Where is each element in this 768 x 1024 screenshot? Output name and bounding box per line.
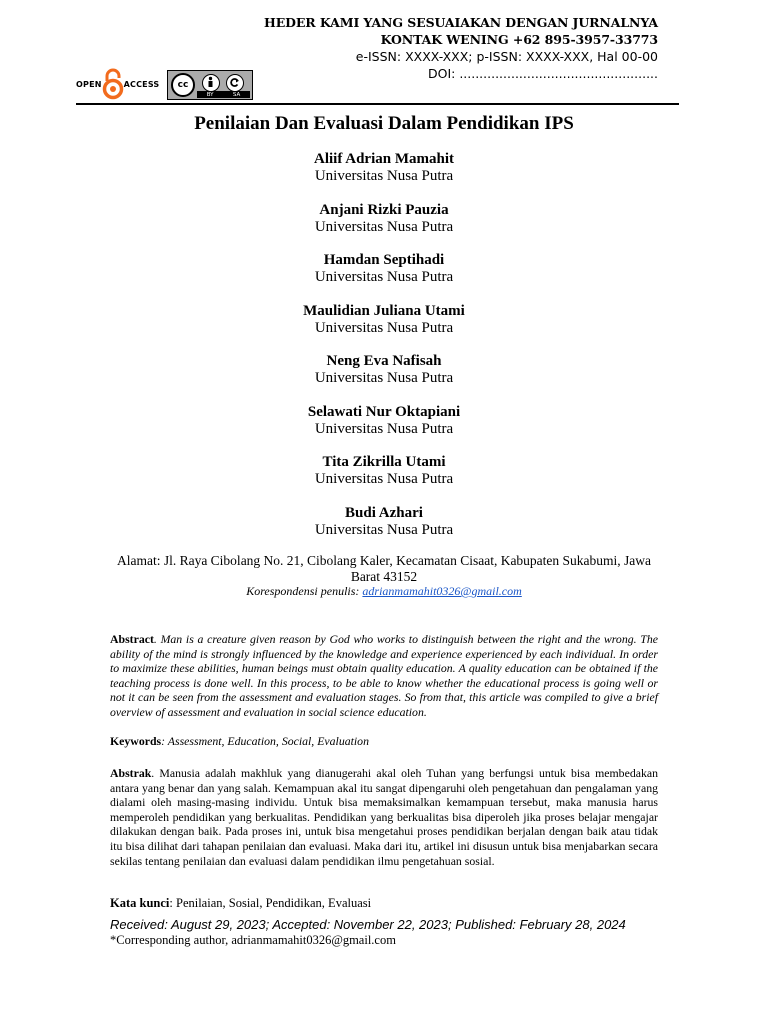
abstrak-text: . Manusia adalah makhluk yang dianugerahi akal oleh Tuhan yang berfungsi untuk bisa membedakan antara yang benar dan yang salah. Kemampuan akal itu sangat dipengaruhi oleh pengetahuan dan pengalaman yang dialami oleh masing-masing individu. Untuk bisa memaksimalkan kemampuan tersebut, maka manusia harus memperoleh pendidikan yang berkualitas. Pendidikan yang berkualitas bisa diperoleh jika proses belajar mengajar dilakukan dengan baik. Pada proses ini, untuk bisa mengetahui proses pendidikan berjalan dengan baik atau tidak itu bisa dilihat dari tahapan penilaian dan evaluasi. Maka dari itu, artikel ini disusun untuk bisa menjabarkan secara sekilas tentang penilaian dan evaluasi dalam pendidikan ilmu pengetahuan sosial. [110,766,658,868]
author-affiliation: Universitas Nusa Putra [314,521,454,538]
author-name: Hamdan Septihadi [323,252,445,268]
cc-by-sa-license-badge [167,70,253,100]
author-list [0,151,768,555]
author-entry [0,151,768,202]
kata-kunci-label: Kata kunci [110,896,170,910]
open-access-right-text: ACCESS [123,79,160,89]
author-affiliation: Universitas Nusa Putra [314,420,454,437]
corresponding-author-note: *Corresponding author, adrianmamahit0326@gmail.com [110,933,396,947]
author-entry [0,454,768,505]
author-entry [0,252,768,303]
keywords-label: Keywords [110,734,162,748]
author-affiliation: Universitas Nusa Putra [314,370,454,386]
abstract-text: . Man is a creature given reason by God who works to distinguish between the right and the wrong. The ability of the mind is strongly influenced by the knowledge and experience experienced by each individual. In order to maximize these abilities, human beings must obtain quality education. A quality education can be obtained if the teaching process is done well. In this process, to be able to know whether the educational process is going well or not it can be seen from the assessment and evaluation stages. So from that, this article was compiled to give a brief overview of assessment and evaluation in social science education. [110,632,658,719]
article-title: Penilaian Dan Evaluasi Dalam Pendidikan IPS [194,113,574,134]
share-alike-icon [226,74,244,92]
open-access-logo [76,68,159,100]
journal-header [264,14,658,82]
open-access-left-text: OPEN [76,79,102,89]
author-entry [0,353,768,404]
abstract-label: Abstract [110,632,154,646]
author-name: Anjani Rizki Pauzia [319,201,449,218]
author-name: Neng Eva Nafisah [326,353,442,369]
open-access-lock-icon [102,68,124,100]
correspondence-line [0,584,768,599]
correspondence-email-link[interactable]: adrianmamahit0326@gmail.com [362,584,522,598]
header-divider [76,103,679,105]
correspondence-label: Korespondensi penulis: [246,584,360,598]
author-affiliation: Universitas Nusa Putra [314,218,454,235]
issn-info: e-ISSN: XXXX-XXX; p-ISSN: XXXX-XXX, Hal 00-00 [355,49,658,64]
author-entry [0,303,768,354]
author-name: Selawati Nur Oktapiani [307,403,461,420]
author-name: Aliif Adrian Mamahit [313,151,454,167]
author-entry [0,505,768,556]
abstract-indonesian [110,766,658,868]
abstrak-label: Abstrak [110,766,152,780]
keywords-english [110,734,658,749]
journal-contact: KONTAK WENING +62 895-3957-33773 [380,32,658,47]
journal-name: HEDER KAMI YANG SESUAIAKAN DENGAN JURNALNYA [264,15,658,30]
author-entry [0,202,768,253]
keywords-indonesian [110,896,658,911]
author-name: Budi Azhari [345,504,423,521]
author-affiliation: Universitas Nusa Putra [314,471,454,487]
attribution-icon [202,74,220,92]
doi-line: DOI: .................................................. [427,66,658,81]
author-affiliation: Universitas Nusa Putra [314,319,454,336]
cc-icon: cc [171,73,195,97]
author-affiliation: Universitas Nusa Putra [314,269,454,285]
author-affiliation: Universitas Nusa Putra [314,168,454,184]
publication-dates: Received: August 29, 2023; Accepted: November 22, 2023; Published: February 28, 2024 [110,917,626,932]
keywords-text: : Assessment, Education, Social, Evaluation [161,734,369,748]
author-entry [0,404,768,455]
kata-kunci-text: : Penilaian, Sosial, Pendidikan, Evaluasi [169,896,372,910]
cc-sa-label: SA [232,91,241,98]
author-name: Tita Zikrilla Utami [322,454,446,470]
institution-address: Alamat: Jl. Raya Cibolang No. 21, Cibolang Kaler, Kecamatan Cisaat, Kabupaten Sukabumi, Jawa Barat 43152 [116,553,652,584]
cc-by-label: BY [206,91,214,98]
abstract-english [110,632,658,720]
cc-terms-bar [197,91,250,98]
author-name: Maulidian Juliana Utami [303,302,465,319]
